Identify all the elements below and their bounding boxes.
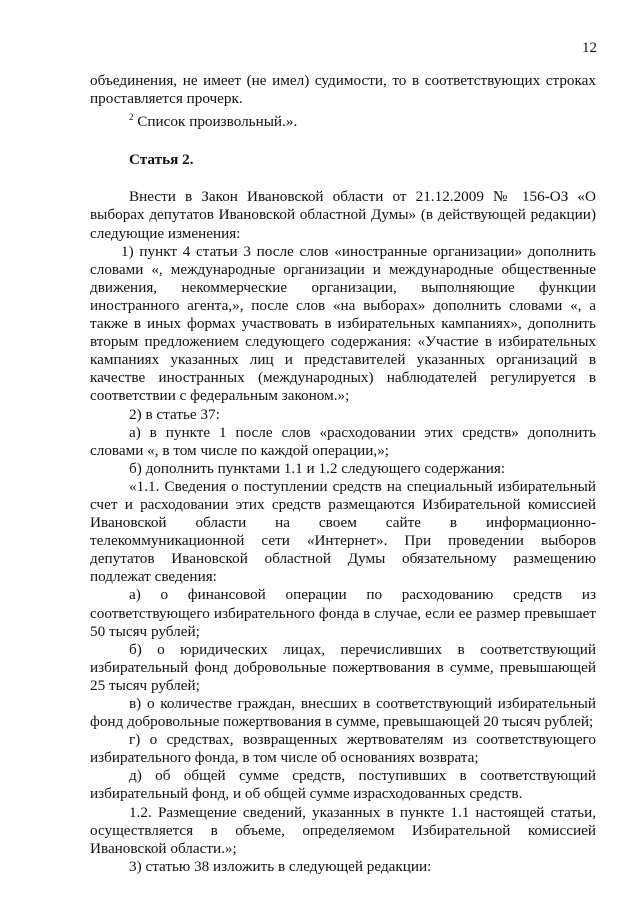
text-line: Ивановской области на своем сайте в информационно- bbox=[90, 514, 596, 532]
article-heading: Статья 2. bbox=[129, 151, 194, 169]
text-line: словами «, международные организации и международные общественные bbox=[90, 260, 596, 278]
text-line: а) о финансовой операции по расходованию средств из bbox=[129, 586, 596, 604]
text-line: г) о средствах, возвращенных жертвователям из соответствующего bbox=[129, 731, 596, 749]
item-2b: б) дополнить пунктами 1.1 и 1.2 следующего содержания: bbox=[129, 459, 506, 477]
item-2-title: 2) в статье 37: bbox=[129, 405, 220, 423]
footnote-mark: 2 bbox=[129, 112, 134, 123]
text-line: депутатов Ивановской областной Думы обязательному размещению bbox=[90, 550, 596, 568]
text-line: соответствии с федеральным законом.»; bbox=[90, 387, 350, 405]
text-line: следующие изменения: bbox=[90, 224, 241, 242]
subclause-v bbox=[90, 695, 596, 731]
text-line: вторым предложением следующего содержания: «Участие в избирательных bbox=[90, 333, 596, 351]
subclause-b bbox=[90, 641, 596, 695]
text-line: иностранного агента,», после слов «на выборах» дополнить словами «, а bbox=[90, 296, 596, 314]
text-line: соответствующего избирательного фонда в случае, если ее размер превышает bbox=[90, 604, 596, 622]
clause-1-1 bbox=[90, 478, 596, 587]
intro-paragraph bbox=[90, 188, 596, 242]
text-line: подлежат сведения: bbox=[90, 568, 217, 586]
text-line: выборах депутатов Ивановской областной Думы» (в действующей редакции) bbox=[90, 206, 596, 224]
text-line: Ивановской области.»; bbox=[90, 839, 237, 857]
paragraph-continuation bbox=[90, 72, 596, 108]
text-line: б) о юридических лицах, перечисливших в соответствующий bbox=[129, 640, 596, 658]
footnote bbox=[90, 108, 596, 131]
text-line: избирательный фонд, и об общей сумме израсходованных средств. bbox=[90, 785, 523, 803]
text-line: д) об общей сумме средств, поступивших в соответствующий bbox=[129, 767, 596, 785]
text-line: 1) пункт 4 статьи 3 после слов «иностранные организации» дополнить bbox=[121, 242, 596, 260]
item-3: 3) статью 38 изложить в следующей редакции: bbox=[129, 857, 432, 875]
subclause-a bbox=[90, 586, 596, 640]
text-line: проставляется прочерк. bbox=[90, 90, 243, 108]
text-line: также в иных формах участвовать в избирательных кампаниях», дополнить bbox=[90, 315, 596, 333]
text-line: 1.2. Размещение сведений, указанных в пункте 1.1 настоящей статьи, bbox=[129, 803, 596, 821]
footnote-text: Список произвольный.». bbox=[133, 113, 298, 131]
text-line: объединения, не имеет (не имел) судимости, то в соответствующих строках bbox=[90, 72, 596, 89]
text-line: избирательный фонд добровольные пожертвования в сумме, превышающей bbox=[90, 658, 596, 676]
text-line: осуществляется в объеме, определяемом Избирательной комиссией bbox=[90, 821, 596, 839]
text-line: Внести в Закон Ивановской области от 21.12.2009 № 156-ОЗ «О bbox=[129, 188, 596, 206]
subclause-d bbox=[90, 767, 596, 803]
item-1 bbox=[90, 243, 596, 406]
text-line: 50 тысяч рублей; bbox=[90, 622, 200, 640]
document-body bbox=[90, 72, 596, 876]
text-line: качестве иностранных (международных) наблюдателей регулируется в bbox=[90, 369, 596, 387]
subclause-g bbox=[90, 731, 596, 767]
item-2a bbox=[90, 424, 596, 460]
text-line: «1.1. Сведения о поступлении средств на специальный избирательный bbox=[129, 477, 596, 495]
text-line: словами «, в том числе по каждой операции,»; bbox=[90, 441, 390, 459]
clause-1-2 bbox=[90, 804, 596, 858]
text-line: телекоммуникационной сети «Интернет». При проведении выборов bbox=[90, 532, 596, 550]
page-number: 12 bbox=[582, 40, 597, 56]
text-line: в) о количестве граждан, внесших в соответствующий избирательный bbox=[129, 695, 596, 712]
text-line: движения, некоммерческие организации, выполняющие функции bbox=[90, 278, 596, 296]
text-line: а) в пункте 1 после слов «расходовании этих средств» дополнить bbox=[129, 423, 596, 441]
text-line: избирательного фонда, в том числе об основаниях возврата; bbox=[90, 749, 479, 767]
text-line: счет и расходовании этих средств размещаются Избирательной комиссией bbox=[90, 495, 596, 513]
text-line: кампаниях указанных лиц и представителей указанных организаций в bbox=[90, 351, 596, 369]
text-line: 25 тысяч рублей; bbox=[90, 676, 200, 694]
text-line: фонд добровольные пожертвования в сумме, превышающей 20 тысяч рублей; bbox=[90, 713, 594, 731]
